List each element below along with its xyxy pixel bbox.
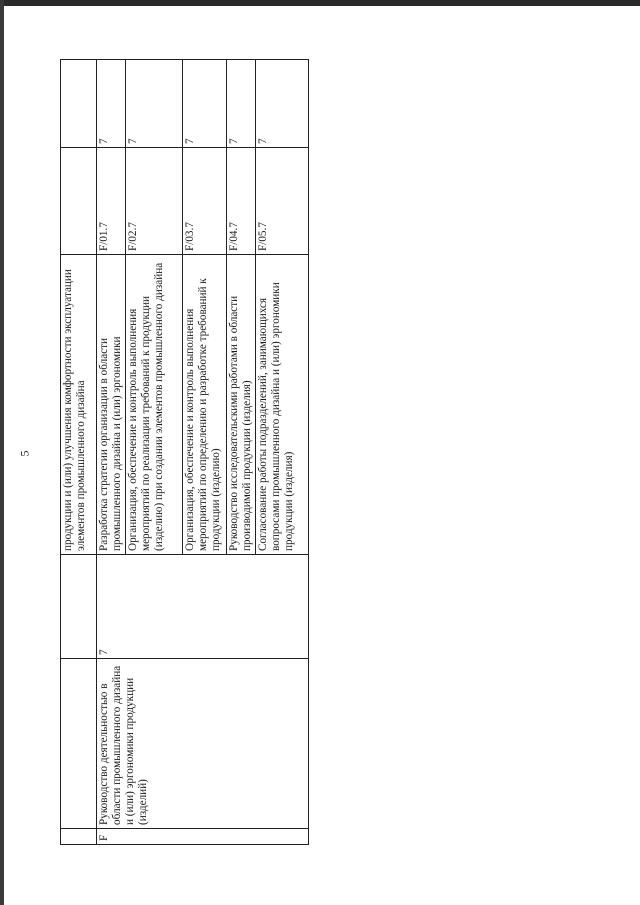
function-row	[97, 60, 126, 845]
function-level: 7	[256, 60, 309, 148]
page-left-edge	[0, 0, 4, 905]
group-name-cell: Руководство деятельностью в области промышленного дизайна и (или) эргономики продукции (изделий)	[97, 659, 309, 829]
function-level: 7	[126, 60, 183, 148]
function-code: F/03.7	[183, 148, 227, 255]
function-name: Руководство исследовательскими работами в области производимой продукции (изделия)	[227, 255, 256, 555]
function-name: Организация, обеспечение и контроль выполнения мероприятий по реализации требований к продукции (изделию) при создании элементов промышленного дизайна	[126, 255, 183, 555]
rotated-table-container	[60, 60, 308, 845]
continued-fcode-cell	[61, 148, 97, 255]
function-level: 7	[97, 60, 126, 148]
group-level-cell: 7	[97, 555, 309, 659]
function-name: Организация, обеспечение и контроль выполнения мероприятий по определению и разработке требований к продукции (изделию)	[183, 255, 227, 555]
group-code-cell: F	[97, 829, 309, 845]
page-top-edge	[0, 0, 640, 6]
continued-function-cell: продукции и (или) улучшения комфортности эксплуатации элементов промышленного дизайна	[61, 255, 97, 555]
function-code: F/01.7	[97, 148, 126, 255]
continued-level-cell	[61, 555, 97, 659]
function-level: 7	[183, 60, 227, 148]
function-code: F/04.7	[227, 148, 256, 255]
function-code: F/02.7	[126, 148, 183, 255]
function-name: Согласование работы подразделений, занимающихся вопросами промышленного дизайна и (или) эргономики продукции (изделия)	[256, 255, 309, 555]
continued-name-cell	[61, 659, 97, 829]
page-number: 5	[17, 450, 32, 457]
function-level: 7	[227, 60, 256, 148]
function-name: Разработка стратегии организации в области промышленного дизайна и (или) эргономики	[97, 255, 126, 555]
functions-table	[60, 59, 309, 845]
continued-flevel-cell	[61, 60, 97, 148]
continued-row	[61, 60, 97, 845]
function-code: F/05.7	[256, 148, 309, 255]
continued-code-cell	[61, 829, 97, 845]
